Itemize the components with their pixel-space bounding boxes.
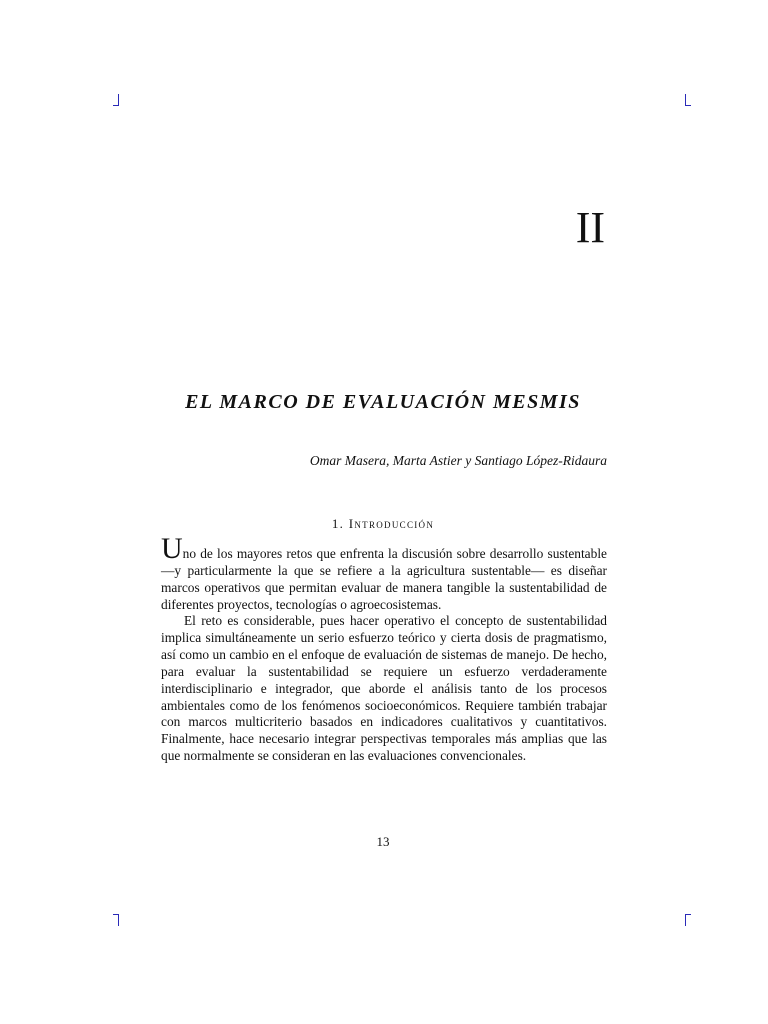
drop-cap: U (161, 532, 183, 565)
crop-mark-bottom-right (685, 914, 691, 926)
chapter-authors: Omar Masera, Marta Astier y Santiago López-Ridaura (309, 453, 607, 468)
paragraph-2: El reto es considerable, pues hacer operativo el concepto de sustentabilidad implica simultáneamente un serio esfuerzo teórico y cierta dosis de pragmatismo, así como un cambio en el enfoque de evaluación de sistemas de manejo. De hecho, para evaluar la sustentabilidad se requiere un esfuerzo verdaderamente interdisciplinario e integrador, que aborde el análisis tanto de los procesos ambientales como de los fenómenos socioeconómicos. Requiere también trabajar con marcos multicriterio basados en indicadores cualitativos y cuantitativos. Finalmente, hace necesario integrar perspectivas temporales más amplias que las que normalmente se consideran en las evaluaciones convencionales. (161, 613, 607, 764)
page-number: 13 (376, 834, 390, 849)
section-heading: 1. Introducción (331, 516, 435, 531)
chapter-number: II (575, 203, 605, 252)
body-text (161, 532, 607, 765)
crop-mark-top-right (685, 94, 691, 106)
crop-mark-top-left (113, 94, 119, 106)
paragraph-1-text: no de los mayores retos que enfrenta la discusión sobre desarrollo sustentable —y particularmente la que se refiere a la agricultura sustentable— es diseñar marcos operativos que permitan evaluar de manera tangible la sustentabilidad de diferentes proyectos, tecnologías o agroecosistemas. (161, 546, 607, 612)
chapter-title: EL MARCO DE EVALUACIÓN MESMIS (185, 391, 581, 413)
paragraph-1 (161, 532, 607, 613)
crop-mark-bottom-left (113, 914, 119, 926)
